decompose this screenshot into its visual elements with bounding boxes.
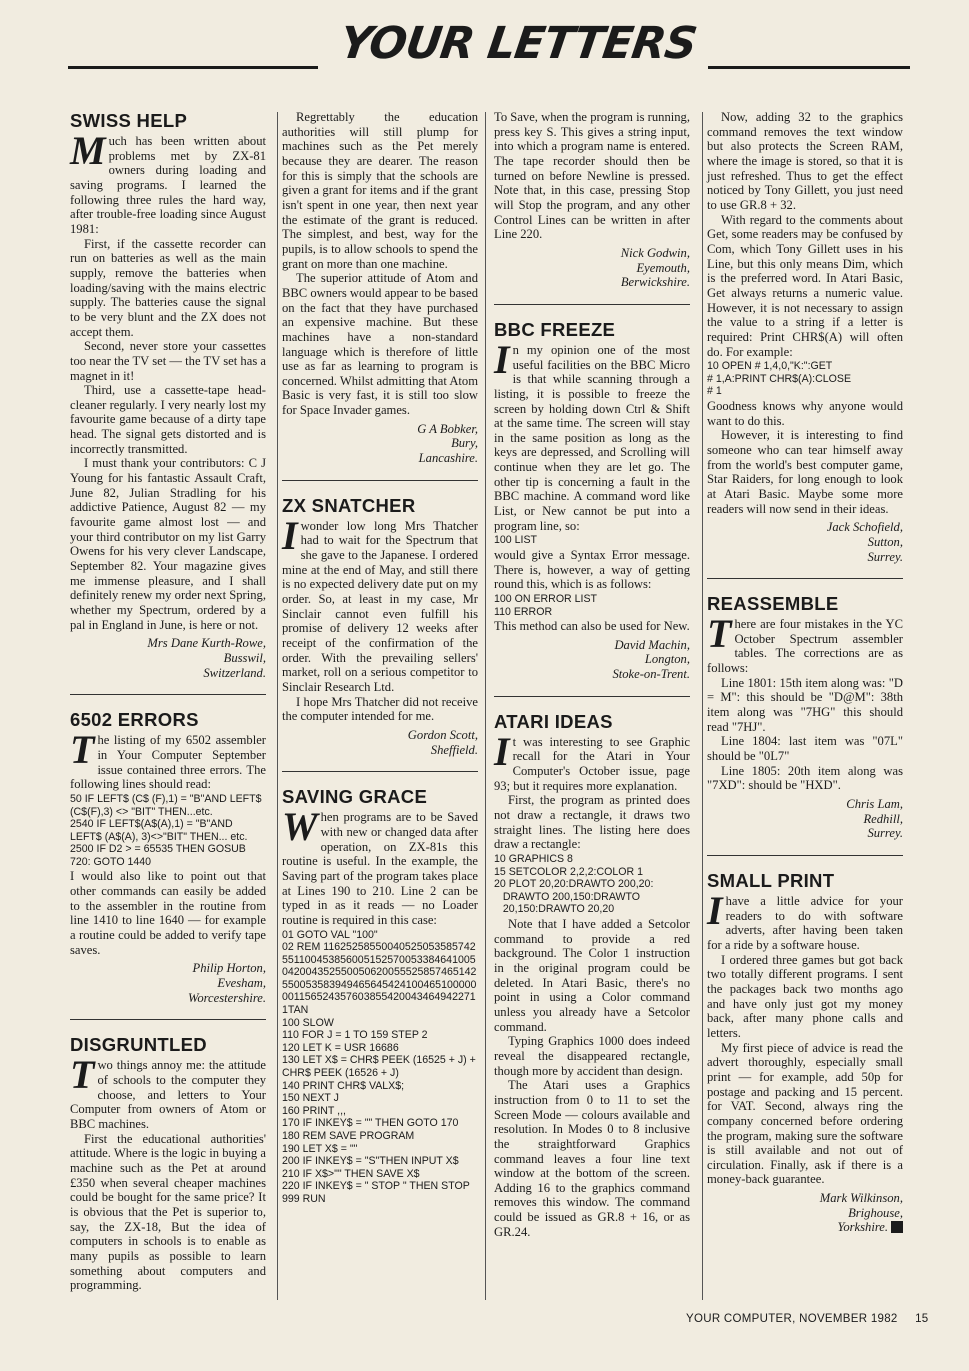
signature-name: Mark Wilkinson,	[819, 1191, 903, 1206]
paragraph: wonder low long Mrs Thatcher had to wait for the Spectrum that she gave to the Japanese. I ordered mine at the end of May, and still there is no expected delivery date put on my order. So, at least in my case, Mr Sinclair cannot even fulfill his promise of delivery 12 weeks after receipt of the confirmation of the order. With the prevailing sellers' market, roll on a serious competitor to Sinclair Research Ltd.	[282, 518, 478, 694]
paragraph: would give a Syntax Error message. There is, however, a way of getting round this, which is as follows:	[494, 548, 690, 592]
signature-region: Lancashire.	[418, 451, 478, 466]
code-listing: 01 GOTO VAL "100" 02 REM 116252585500405250535857425511004538560051525700533846410050420043525500506200555258574651425500535839494656454241004651000000011565243576038554200434649422711TAN 100 SLOW 110 FOR J = 1 TO 159 STEP 2 120 LET K = USR 16686 130 LET X$ = CHR$ PEEK (16525 + J) + CHR$ PEEK (16526 + J) 140 PRINT CHR$ VALX$; 150 NEXT J 160 PRINT ,,, 170 IF INKEY$ = "" THEN GOTO 170 180 REM SAVE PROGRAM 190 LET X$ = "" 200 IF INKEY$ = "S"THEN INPUT X$ 210 IF X$>"" THEN SAVE X$ 220 IF INKEY$ = " STOP " THEN STOP 999 RUN	[282, 928, 477, 1205]
signature-region-line	[707, 1220, 903, 1235]
paragraph: Note that I have added a Setcolor command to provide a red background. The Color 1 instruction in the original program could be deleted. In Atari Basic, there's no point in using a Color command unless you already have a Setcolor command.	[494, 917, 690, 1034]
signature-name: Chris Lam,	[846, 797, 903, 812]
drop-cap: I	[707, 888, 723, 933]
signature-town: Bury,	[451, 436, 478, 451]
signature-name: Gordon Scott,	[407, 727, 478, 742]
drop-cap: I	[494, 336, 510, 382]
paragraph: First, the program as printed does not draw a rectangle, it draws two straight lines. The listing here does draw a rectangle:	[494, 793, 690, 852]
column-3	[494, 110, 690, 1245]
divider	[282, 771, 478, 772]
letter-heading: ZX SNATCHER	[282, 494, 416, 516]
code-listing: 10 GRAPHICS 8 15 SETCOLOR 2,2,2:COLOR 1 20 PLOT 20,20:DRAWTO 200,20: DRAWTO 200,150:DRAWTO 20,150:DRAWTO 20,20	[494, 853, 654, 916]
signature	[70, 961, 266, 1005]
signature-town: Eyemouth,	[636, 260, 690, 275]
signature-town: Evesham,	[217, 976, 266, 991]
letter-heading: 6502 ERRORS	[70, 709, 199, 731]
signature-name: G A Bobker,	[417, 421, 478, 436]
paragraph: However, it is interesting to find someone who can tear himself away from the world's best computer game, Star Raiders, for long enough to look at Atari Basic. Maybe some more readers will now send in their ideas.	[707, 428, 903, 516]
paragraph: I ordered three games but got back two totally different programs. I sent the packages back two months ago and have only just got my money back, after many phone calls and letters.	[707, 952, 903, 1040]
masthead-rule-left	[68, 66, 318, 69]
signature-region: Berwickshire.	[620, 275, 690, 290]
paragraph: My first piece of advice is read the advert thoroughly, especially small print — for example, add 50p for postage and packing and 15 percent. for VAT. Second, always ring the company concerned before ordering the program, making sure the software is still available and not out of circulation. Finally, ask if there is a money-back guarantee.	[707, 1040, 903, 1187]
column-2	[282, 110, 478, 1212]
paragraph: n my opinion one of the most useful facilities on the BBC Micro is that while scanning through a listing, it is possible to freeze the screen by holding down Ctrl & Shift at the same time. The screen will stay in the same position as long as the keys are depressed, and Scrolling will continue when they are let go. The other tip is concerning a fault in the BBC machine. A command word like List, or New cannot be put into a program line, so:	[494, 342, 690, 533]
paragraph: Second, never store your cassettes too near the TV set — the TV set has a magnet in it!	[70, 339, 266, 383]
paragraph: To Save, when the program is running, press key S. This gives a string input, into which a program name is entered. The tape recorder should then be turned on before Newline is pressed. Note that, in this case, pressing Stop will Stop the program, and any other Control Lines can be written in after Line 220.	[494, 110, 690, 242]
signature-town: Sheffield.	[430, 742, 478, 757]
drop-cap: I	[282, 512, 298, 558]
column-rule-2	[485, 112, 486, 1300]
paragraph: This method can also be used for New.	[494, 619, 690, 634]
paragraph: I hope Mrs Thatcher did not receive the computer intended for me.	[282, 694, 478, 724]
signature	[70, 636, 266, 680]
paragraph: I must thank your contributors: C J Young for his fantastic Assault Craft, June 82, Julian Stradling for his addictive Patience, August 82 — my favourite game almost lost — and your third contributor on my list Garry Owens for his very clever Landscape, September 82. Your magazine gives me immense pleasure, and I shall definitely renew my order next Spring, whether my Spectrum, ordered by a pal in England in June, is here or not.	[70, 456, 266, 632]
column-1	[70, 110, 266, 1299]
signature	[494, 638, 690, 682]
code-listing: 10 OPEN # 1,4,0,"K:":GET # 1,A:PRINT CHR$(A):CLOSE # 1	[707, 360, 852, 398]
drop-cap: I	[494, 728, 510, 774]
paragraph: Line 1805: 20th item along was "7XD": should be "HXD".	[707, 763, 903, 793]
letter-reassemble	[707, 593, 903, 841]
masthead-rule-right	[708, 66, 910, 69]
letter-heading: BBC FREEZE	[494, 318, 616, 340]
letter-small-print	[707, 870, 903, 1235]
signature-region: Yorkshire.	[837, 1220, 888, 1235]
paragraph: wo things annoy me: the attitude of schools to the computer they choose, and letters to Your Computer from owners of Atom or BBC machines.	[70, 1058, 266, 1131]
drop-cap: T	[707, 611, 732, 657]
signature	[707, 520, 903, 564]
page-footer	[686, 1313, 929, 1325]
drop-cap: M	[70, 128, 106, 173]
paragraph: t was interesting to see Graphic recall for the Atari in Your Computer's October issue, page 93; but it requires more explanation.	[494, 734, 690, 793]
masthead	[68, 14, 910, 76]
signature-town: Redhill,	[863, 811, 903, 826]
signature-name: Jack Schofield,	[826, 520, 903, 535]
paragraph: Typing Graphics 1000 does indeed reveal the disappeared rectangle, though more by accident than design.	[494, 1034, 690, 1078]
signature	[282, 422, 478, 466]
signature	[494, 246, 690, 290]
end-mark-icon	[891, 1221, 903, 1233]
paragraph: hen programs are to be Saved with new or changed data after operation, on ZX-81s this routine is useful. In the example, the Saving part of the program takes place at Lines 190 to 210. Line 2 can be typed in as it reads — no Loader routine is required in this case:	[282, 810, 478, 927]
column-4	[707, 110, 903, 1241]
paragraph: The Atari uses a Graphics instruction from 0 to 11 to set the Screen Mode — colours available and resolution. In Modes 0 to 8 inclusive the straightforward Graphics command leaves a four line text window at the bottom of the screen. Adding 16 to the graphics command removes this window. The command could be issued as GR.8 + 16, or as GR.24.	[494, 1078, 690, 1239]
paragraph: Now, adding 32 to the graphics command removes the text window but also protects the Screen RAM, where the image is stored, so that it is just refreshed. Thus to get the effect noticed by Tony Gillett, you just need to use GR.8 + 32.	[707, 110, 903, 212]
page-title: YOUR LETTERS	[336, 18, 700, 69]
signature-name: David Machin,	[614, 637, 690, 652]
signature	[707, 1191, 903, 1235]
drop-cap: T	[70, 727, 95, 773]
letter-heading: REASSEMBLE	[707, 593, 839, 615]
paragraph: Third, use a cassette-tape head-cleaner regularly. I very nearly lost my favourite game because of a dirty tape head. The signal gets distorted and is incorrectly transmitted.	[70, 383, 266, 456]
paragraph: Line 1801: 15th item along was: "D = M": this should be "D@M": 38th item along was "7HG" this should read "7HJ".	[707, 675, 903, 734]
divider	[70, 694, 266, 695]
paragraph: he listing of my 6502 assembler in Your Computer September issue contained three errors. The following lines should read:	[70, 733, 266, 792]
paragraph: uch has been written about problems met by ZX-81 owners during loading and saving programs. I learned the following three rules the hard way, after trouble-free loading since August 1981:	[70, 134, 266, 236]
letter-disgruntled	[70, 1034, 266, 1293]
letter-saving-grace	[282, 786, 478, 1205]
letter-zx-snatcher	[282, 495, 478, 758]
divider	[282, 480, 478, 481]
divider	[707, 855, 903, 856]
signature-town: Brighouse,	[848, 1205, 903, 1220]
signature-region: Surrey.	[867, 549, 903, 564]
code-listing: 100 ON ERROR LIST 110 ERROR	[494, 592, 598, 618]
divider	[70, 1019, 266, 1020]
divider	[494, 304, 690, 305]
letter-heading: SAVING GRACE	[282, 786, 428, 808]
letter-swiss-help	[70, 110, 266, 680]
signature-region: Worcestershire.	[187, 990, 266, 1005]
paragraph: have a little advice for your readers to do with software adverts, after having been taken for a ride by a software house.	[707, 894, 903, 952]
letter-heading: SWISS HELP	[70, 110, 188, 131]
signature-town: Sutton,	[867, 534, 903, 549]
paragraph: With regard to the comments about Get, some readers may be confused by Com, which Tony Gillett uses in his Line, but this only means Dim, which is the preferred word. In Atari Basic, Get always returns a numeric value. However, it is not necessary to assign the value to a string if a letter is required: Print CHR$(A) will often do. For example:	[707, 212, 903, 359]
signature-name: Mrs Dane Kurth-Rowe,	[147, 636, 266, 651]
letter-6502-errors	[70, 709, 266, 1005]
signature-town: Longton,	[644, 652, 690, 667]
signature-region: Switzerland.	[203, 665, 266, 680]
paragraph: here are four mistakes in the YC October Spectrum assembler tables. The corrections are as follows:	[707, 617, 903, 676]
signature	[707, 797, 903, 841]
letter-bbc-freeze	[494, 319, 690, 682]
letter-heading: DISGRUNTLED	[70, 1034, 207, 1056]
signature-region: Stoke-on-Trent.	[612, 667, 690, 682]
paragraph: Regrettably the education authorities will still plump for machines such as the Pet merely because they are dearer. The reason for this is simply that the schools are given a grant for items and if the grant isn't spent in one year, then next year the estimate of the grant is reduced. The simplest, and best, way for the pupils, is to allow schools to spend the grant on more than one machine.	[282, 110, 478, 271]
divider	[707, 578, 903, 579]
paragraph: The superior attitude of Atom and BBC owners would appear to be based on the fact that they have purchased an expensive machine. But these machines have a non-standard language which is therefore of little use as far as learning to program is concerned. Whilst admitting that Atom Basic is very fast, it is still too slow for Space Invader games.	[282, 271, 478, 418]
page-number: 15	[915, 1313, 929, 1325]
paragraph: I would also like to point out that other commands can easily be added to the assembler in the routine from line 1410 to line 1640 — for example a routine could be added to verify tape saves.	[70, 869, 266, 957]
paragraph: First, if the cassette recorder can run on batteries as well as the main supply, remove the batteries when loading/saving with the mains electric supply. The batteries cause the signal to be very blunt and the ZX does not accept them.	[70, 236, 266, 339]
paragraph: Goodness knows why anyone would want to do this.	[707, 398, 903, 428]
letter-atari-ideas	[494, 711, 690, 1240]
letter-heading: SMALL PRINT	[707, 870, 835, 891]
drop-cap: W	[282, 804, 318, 850]
signature-region: Surrey.	[867, 826, 903, 841]
paragraph: First the educational authorities' attitude. Where is the logic in buying a machine such as the Pet at around £350 when several cheaper machines could be bought for the same price? It is obvious that the Pet is superior to, say, the ZX-18, But the idea of computers in schools is to enable as many pupils as possible to learn something about computers and programming.	[70, 1131, 266, 1293]
signature-name: Nick Godwin,	[620, 245, 690, 260]
code-listing: 100 LIST	[494, 534, 537, 547]
signature-name: Philip Horton,	[192, 961, 266, 976]
code-listing: 50 IF LEFT$ (C$ (F),1) = "B"AND LEFT$ (C$(F),3) <> "BIT" THEN...etc. 2540 IF LEFT$(A$(A),1) = "B"AND LEFT$ (A$(A), 3)<>"BIT" THEN... etc. 2500 IF D2 > = 65535 THEN GOSUB 720: GOTO 1440	[70, 792, 262, 868]
signature-town: Busswil,	[223, 650, 266, 665]
paragraph: Line 1804: last item was "07L" should be "0L7"	[707, 734, 903, 764]
signature	[282, 728, 478, 757]
letter-atari-ideas-continued	[707, 110, 903, 564]
footer-publication: YOUR COMPUTER, NOVEMBER 1982	[686, 1313, 898, 1325]
letter-heading: ATARI IDEAS	[494, 710, 613, 732]
column-rule-3	[702, 112, 703, 1300]
divider	[494, 696, 690, 697]
letter-disgruntled-continued	[282, 110, 478, 466]
drop-cap: T	[70, 1052, 95, 1098]
column-rule-1	[277, 112, 278, 1300]
letter-saving-grace-continued	[494, 110, 690, 290]
